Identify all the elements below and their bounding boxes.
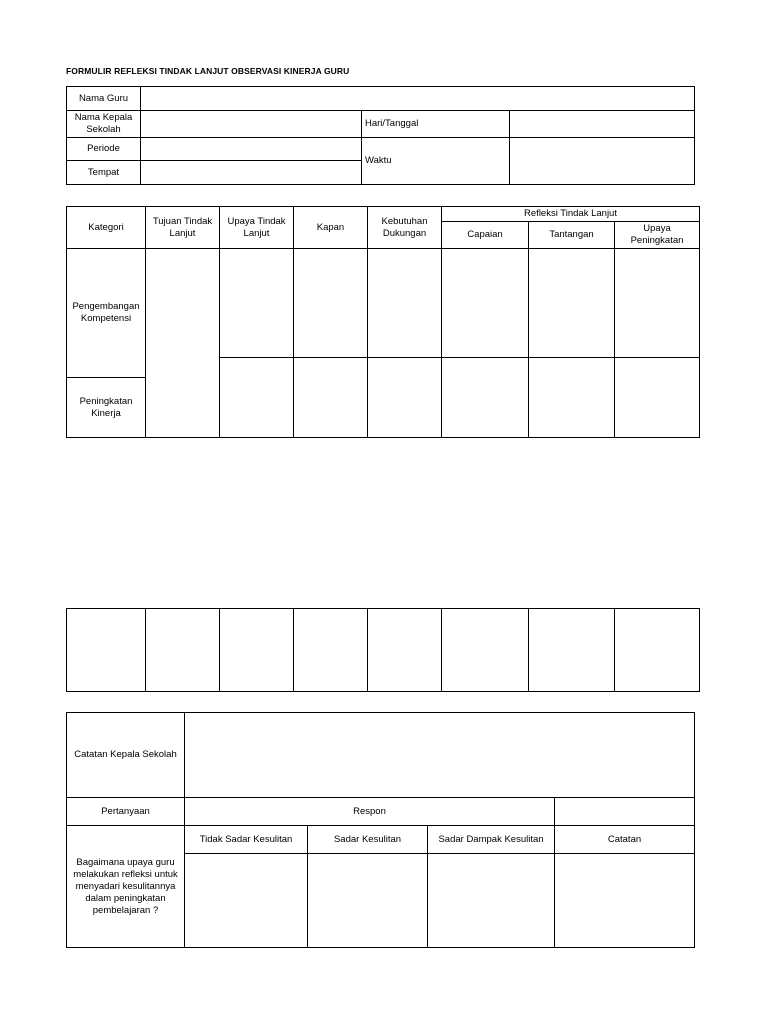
sadar-dampak-header: Sadar Dampak Kesulitan — [428, 826, 555, 854]
blank-cell[interactable] — [615, 609, 700, 692]
kebutuhan-cell-2[interactable] — [368, 358, 442, 438]
capaian-cell-2[interactable] — [442, 358, 529, 438]
sadar-cell[interactable] — [308, 854, 428, 948]
kebutuhan-cell-1[interactable] — [368, 249, 442, 358]
kategori-header: Kategori — [67, 207, 146, 249]
sadar-header: Sadar Kesulitan — [308, 826, 428, 854]
tidak-sadar-header: Tidak Sadar Kesulitan — [185, 826, 308, 854]
catatan-header: Catatan — [555, 826, 695, 854]
nama-guru-label: Nama Guru — [67, 87, 141, 111]
capaian-header: Capaian — [442, 222, 529, 249]
kebutuhan-header: Kebutuhan Dukungan — [368, 207, 442, 249]
blank-cell[interactable] — [442, 609, 529, 692]
blank-cell[interactable] — [368, 609, 442, 692]
sadar-dampak-cell[interactable] — [428, 854, 555, 948]
blank-cell[interactable] — [67, 609, 146, 692]
pengembangan-label: Pengembangan Kompetensi — [67, 249, 146, 378]
blank-cell[interactable] — [220, 609, 294, 692]
nama-kepala-label: Nama Kepala Sekolah — [67, 111, 141, 138]
respon-extra-cell[interactable] — [555, 798, 695, 826]
capaian-cell-1[interactable] — [442, 249, 529, 358]
kapan-header: Kapan — [294, 207, 368, 249]
reflection-table — [66, 712, 695, 948]
hari-tanggal-label: Hari/Tanggal — [362, 111, 510, 138]
kapan-cell-2[interactable] — [294, 358, 368, 438]
periode-label: Periode — [67, 138, 141, 161]
form-title: FORMULIR REFLEKSI TINDAK LANJUT OBSERVASI KINERJA GURU — [66, 66, 350, 76]
respon-header: Respon — [185, 798, 555, 826]
kapan-cell-1[interactable] — [294, 249, 368, 358]
tantangan-cell-2[interactable] — [529, 358, 615, 438]
tidak-sadar-cell[interactable] — [185, 854, 308, 948]
tempat-field[interactable] — [141, 161, 362, 185]
upaya-cell-2[interactable] — [220, 358, 294, 438]
catatan-cell[interactable] — [555, 854, 695, 948]
pertanyaan-header: Pertanyaan — [67, 798, 185, 826]
upaya-peningkatan-header: Upaya Peningkatan — [615, 222, 700, 249]
upaya-peningkatan-cell-2[interactable] — [615, 358, 700, 438]
identity-table — [66, 86, 695, 185]
tujuan-header: Tujuan Tindak Lanjut — [146, 207, 220, 249]
blank-cell[interactable] — [294, 609, 368, 692]
waktu-label: Waktu — [362, 138, 510, 185]
catatan-kepala-field[interactable] — [185, 713, 695, 798]
upaya-peningkatan-cell-1[interactable] — [615, 249, 700, 358]
peningkatan-label: Peningkatan Kinerja — [67, 378, 146, 438]
nama-guru-field[interactable] — [141, 87, 695, 111]
tantangan-cell-1[interactable] — [529, 249, 615, 358]
blank-row-table — [66, 608, 700, 692]
waktu-field[interactable] — [510, 138, 695, 185]
upaya-cell-1[interactable] — [220, 249, 294, 358]
nama-kepala-field[interactable] — [141, 111, 362, 138]
tujuan-cell[interactable] — [146, 249, 220, 438]
blank-cell[interactable] — [529, 609, 615, 692]
question-text: Bagaimana upaya guru melakukan refleksi untuk menyadari kesulitannya dalam peningkatan pembelajaran ? — [67, 826, 185, 948]
tempat-label: Tempat — [67, 161, 141, 185]
blank-cell[interactable] — [146, 609, 220, 692]
tantangan-header: Tantangan — [529, 222, 615, 249]
hari-tanggal-field[interactable] — [510, 111, 695, 138]
refleksi-header: Refleksi Tindak Lanjut — [442, 207, 700, 222]
plan-table — [66, 206, 700, 438]
upaya-header: Upaya Tindak Lanjut — [220, 207, 294, 249]
periode-field[interactable] — [141, 138, 362, 161]
catatan-kepala-label: Catatan Kepala Sekolah — [67, 713, 185, 798]
